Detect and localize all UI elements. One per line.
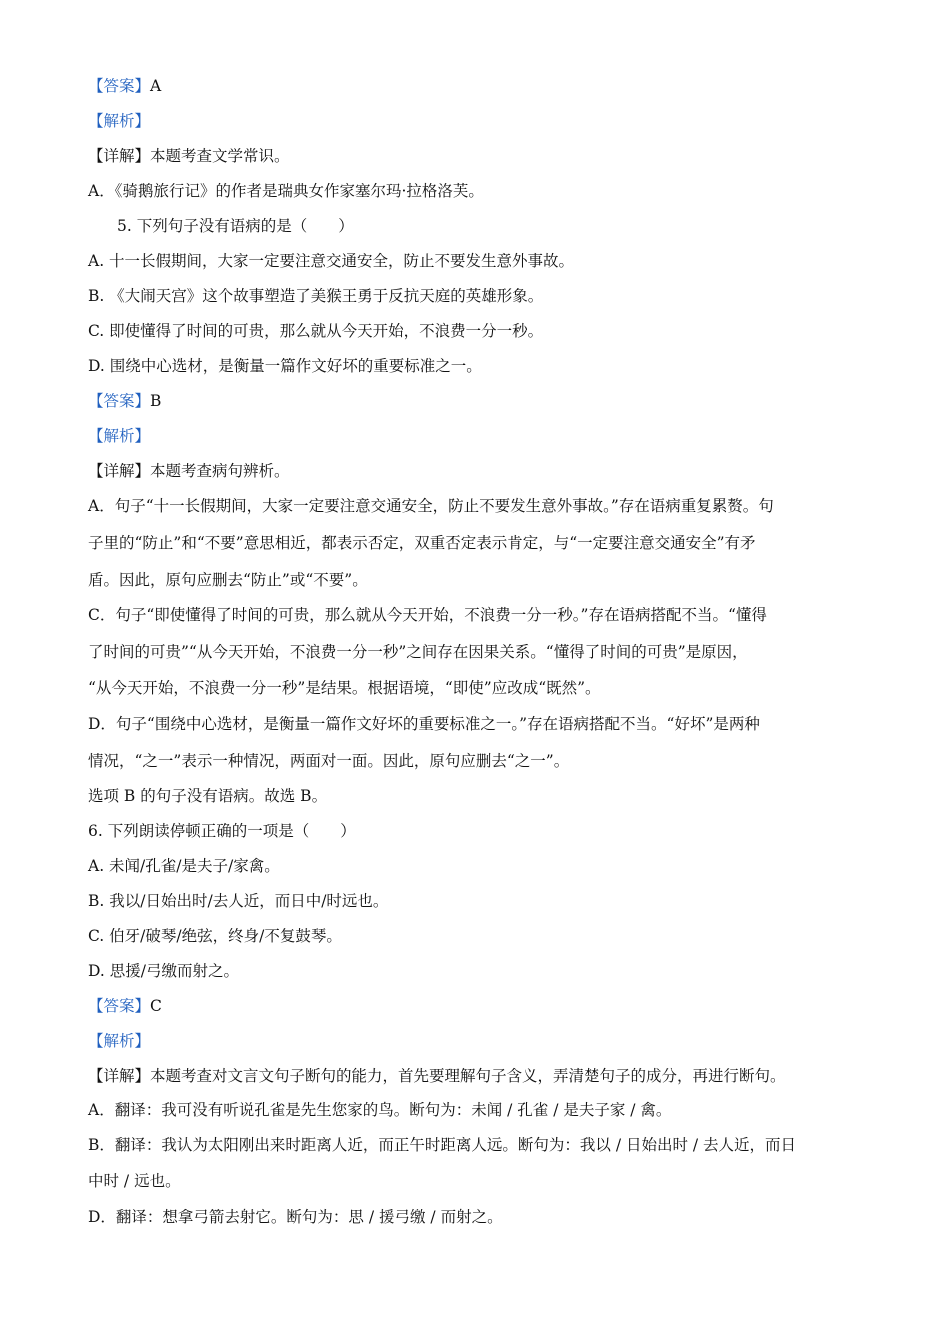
answer-value: C xyxy=(150,997,162,1015)
detail-tag: 【详解】 xyxy=(88,147,151,165)
question-6-stem: 6. 下列朗读停顿正确的一项是（ ） xyxy=(88,822,356,840)
answer-line-2 xyxy=(88,391,161,411)
explanation-line: A．《骑鹅旅行记》的作者是瑞典女作家塞尔玛·拉格洛芙。 xyxy=(88,182,484,200)
detail-tag: 【详解】 xyxy=(88,1067,151,1085)
detail-line-1 xyxy=(88,146,290,166)
explanation-line: C．句子“即使懂得了时间的可贵，那么就从今天开始，不浪费一分一秒。”存在语病搭配不当。“懂得 xyxy=(88,606,767,624)
answer-value: B xyxy=(150,392,162,410)
option-line: D. 思援/弓缴而射之。 xyxy=(88,962,239,980)
question-5-stem: 5. 下列句子没有语病的是（ ） xyxy=(117,217,354,235)
answer-line-3 xyxy=(88,996,162,1016)
explanation-line: A．句子“十一长假期间，大家一定要注意交通安全，防止不要发生意外事故。”存在语病重复累赘。句 xyxy=(88,497,774,515)
analysis-tag-1: 【解析】 xyxy=(88,112,151,130)
explanation-line: D．翻译：想拿弓箭去射它。断句为：思 / 援弓缴 / 而射之。 xyxy=(88,1208,503,1226)
option-line: C. 伯牙/破琴/绝弦，终身/不复鼓琴。 xyxy=(88,927,342,945)
explanation-line: A．翻译：我可没有听说孔雀是先生您家的鸟。断句为：未闻 / 孔雀 / 是夫子家 / 禽。 xyxy=(88,1101,672,1119)
answer-value: A xyxy=(150,77,162,95)
detail-text: 本题考查对文言文句子断句的能力，首先要理解句子含义，弄清楚句子的成分，再进行断句。 xyxy=(150,1067,786,1085)
detail-line-2 xyxy=(88,461,290,481)
analysis-tag-3: 【解析】 xyxy=(88,1032,151,1050)
option-line: A. 十一长假期间，大家一定要注意交通安全，防止不要发生意外事故。 xyxy=(88,252,575,270)
explanation-line: 了时间的可贵”“从今天开始，不浪费一分一秒”之间存在因果关系。“懂得了时间的可贵”是原因， xyxy=(88,643,748,661)
explanation-line: 情况，“之一”表示一种情况，两面对一面。因此，原句应删去“之一”。 xyxy=(88,752,570,770)
explanation-line: 子里的“防止”和“不要”意思相近，都表示否定，双重否定表示肯定，与“一定要注意交通安全”有矛 xyxy=(88,534,756,552)
answer-tag: 【答案】 xyxy=(88,997,151,1015)
answer-tag: 【答案】 xyxy=(88,77,151,95)
option-line: B. 我以/日始出时/去人近，而日中/时远也。 xyxy=(88,892,389,910)
detail-line-3 xyxy=(88,1066,786,1086)
option-line: A. 未闻/孔雀/是夫子/家禽。 xyxy=(88,857,280,875)
detail-tag: 【详解】 xyxy=(88,462,151,480)
option-line: C. 即使懂得了时间的可贵，那么就从今天开始，不浪费一分一秒。 xyxy=(88,322,544,340)
explanation-line: 中时 / 远也。 xyxy=(88,1172,181,1190)
explanation-line: D．句子“围绕中心选材，是衡量一篇作文好坏的重要标准之一。”存在语病搭配不当。“好坏”是两种 xyxy=(88,715,760,733)
detail-text: 本题考查文学常识。 xyxy=(150,147,290,165)
option-line: D. 围绕中心选材，是衡量一篇作文好坏的重要标准之一。 xyxy=(88,357,482,375)
explanation-line: “从今天开始，不浪费一分一秒”是结果。根据语境，“即使”应改成“既然”。 xyxy=(88,679,601,697)
explanation-line: 盾。因此，原句应删去“防止”或“不要”。 xyxy=(88,571,368,589)
explanation-line: B．翻译：我认为太阳刚出来时距离人近，而正午时距离人远。断句为：我以 / 日始出时 / 去人近，而日 xyxy=(88,1136,797,1154)
explanation-line: 选项 B 的句子没有语病。故选 B。 xyxy=(88,787,328,805)
answer-tag: 【答案】 xyxy=(88,392,151,410)
answer-line-1 xyxy=(88,76,161,96)
detail-text: 本题考查病句辨析。 xyxy=(150,462,290,480)
analysis-tag-2: 【解析】 xyxy=(88,427,151,445)
option-line: B. 《大闹天宫》这个故事塑造了美猴王勇于反抗天庭的英雄形象。 xyxy=(88,287,544,305)
